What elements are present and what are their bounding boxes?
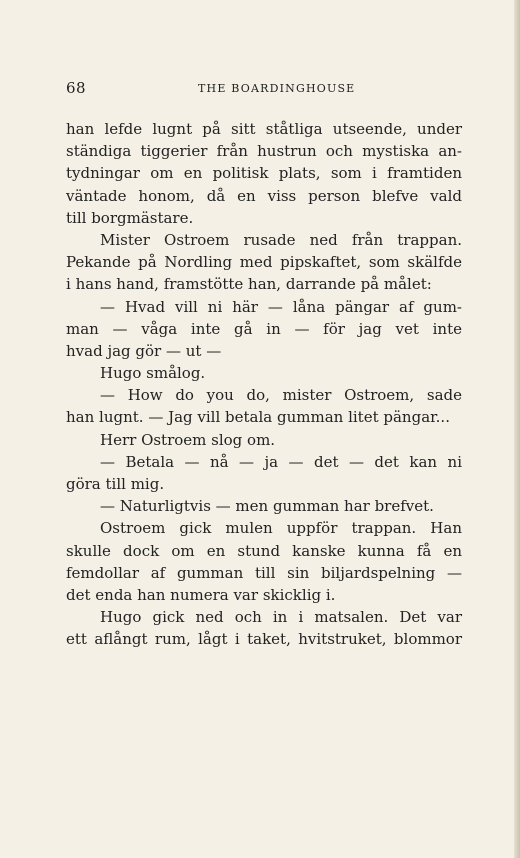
text-line: han lugnt. — Jag vill betala gumman litet pängar... bbox=[66, 408, 450, 427]
text-line: i hans hand, framstötte han, darrande på målet: bbox=[66, 275, 432, 294]
text-line: ständiga tiggerier från hustrun och mystiska an- bbox=[66, 142, 462, 161]
page-number: 68 bbox=[66, 79, 87, 97]
text-line: Hugo gick ned och in i matsalen. Det var bbox=[100, 608, 462, 627]
text-line: Herr Ostroem slog om. bbox=[100, 430, 276, 449]
page-header bbox=[66, 79, 460, 99]
text-line: ett aflångt rum, lågt i taket, hvitstruket, blommor bbox=[66, 630, 462, 649]
text-line: göra till mig. bbox=[66, 475, 165, 493]
text-line: Pekande på Nordling med pipskaftet, som skälfde bbox=[66, 253, 462, 272]
text-line: femdollar af gumman till sin biljardspelning — bbox=[66, 563, 462, 582]
page-edge-shadow bbox=[514, 0, 520, 858]
text-line: till borgmästare. bbox=[66, 208, 194, 227]
running-title: THE BOARDINGHOUSE bbox=[198, 82, 356, 95]
text-line: det enda han numera var skicklig i. bbox=[66, 585, 336, 604]
text-line: — How do you do, mister Ostroem, sade bbox=[100, 386, 462, 405]
text-line: tydningar om en politisk plats, som i framtiden bbox=[66, 164, 462, 183]
text-line: han lefde lugnt på sitt ståtliga utseende, under bbox=[66, 120, 462, 138]
text-line: hvad jag gör — ut — bbox=[66, 341, 222, 360]
text-line: väntade honom, då en viss person blefve vald bbox=[66, 186, 462, 205]
text-line: — Betala — nå — ja — det — det kan ni bbox=[100, 452, 462, 471]
text-line: skulle dock om en stund kanske kunna få en bbox=[66, 541, 462, 560]
text-line: Mister Ostroem rusade ned från trappan. bbox=[100, 230, 462, 249]
text-line: man — våga inte gå in — för jag vet inte bbox=[66, 319, 462, 338]
text-line: Hugo smålog. bbox=[100, 364, 206, 383]
text-line: Ostroem gick mulen uppför trappan. Han bbox=[100, 519, 462, 538]
body-text bbox=[66, 118, 462, 651]
text-line: — Hvad vill ni här — låna pängar af gum- bbox=[100, 297, 462, 316]
text-line: — Naturligtvis — men gumman har brefvet. bbox=[100, 497, 434, 516]
